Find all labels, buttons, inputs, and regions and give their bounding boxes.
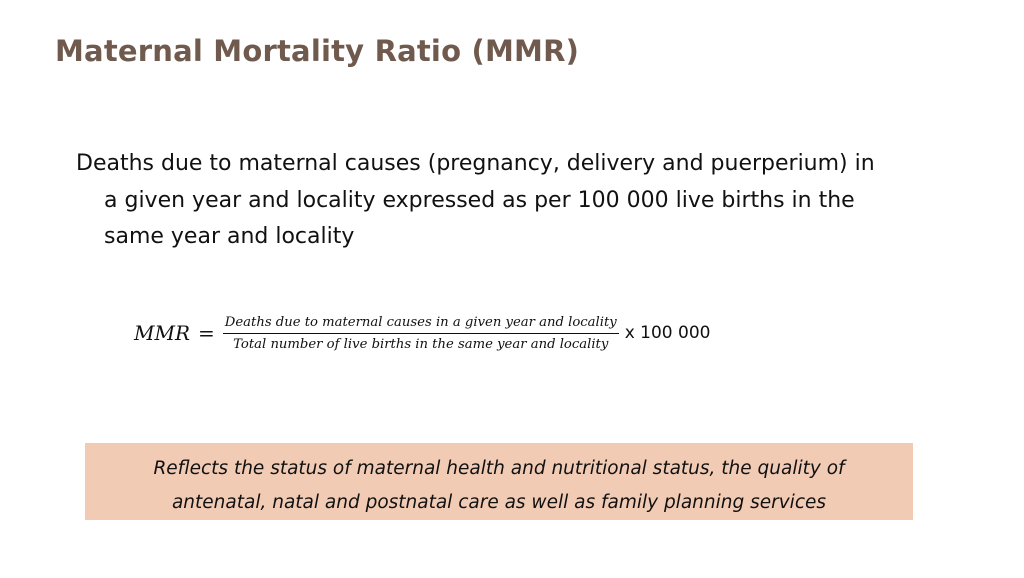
slide-title: Maternal Mortality Ratio (MMR) <box>55 34 580 68</box>
formula-denominator: Total number of live births in the same year and locality <box>233 336 609 352</box>
definition-line-2: a given year and locality expressed as per 100 000 live births in the <box>104 187 855 213</box>
definition-text <box>76 146 946 256</box>
formula-fraction <box>223 315 619 352</box>
formula-multiplier: x 100 000 <box>624 323 711 343</box>
callout-line-2: antenatal, natal and postnatal care as well as family planning services <box>171 492 827 513</box>
formula-numerator: Deaths due to maternal causes in a given year and locality <box>223 315 619 334</box>
callout-box <box>85 443 913 520</box>
definition-line-1: Deaths due to maternal causes (pregnancy, delivery and puerperium) in <box>76 151 875 176</box>
mmr-formula <box>134 310 710 356</box>
callout-line-1: Reflects the status of maternal health and nutritional status, the quality of <box>153 458 845 479</box>
definition-line-3: same year and locality <box>104 224 355 249</box>
formula-lhs: MMR <box>134 321 191 345</box>
formula-equals-sign: = <box>198 321 215 345</box>
